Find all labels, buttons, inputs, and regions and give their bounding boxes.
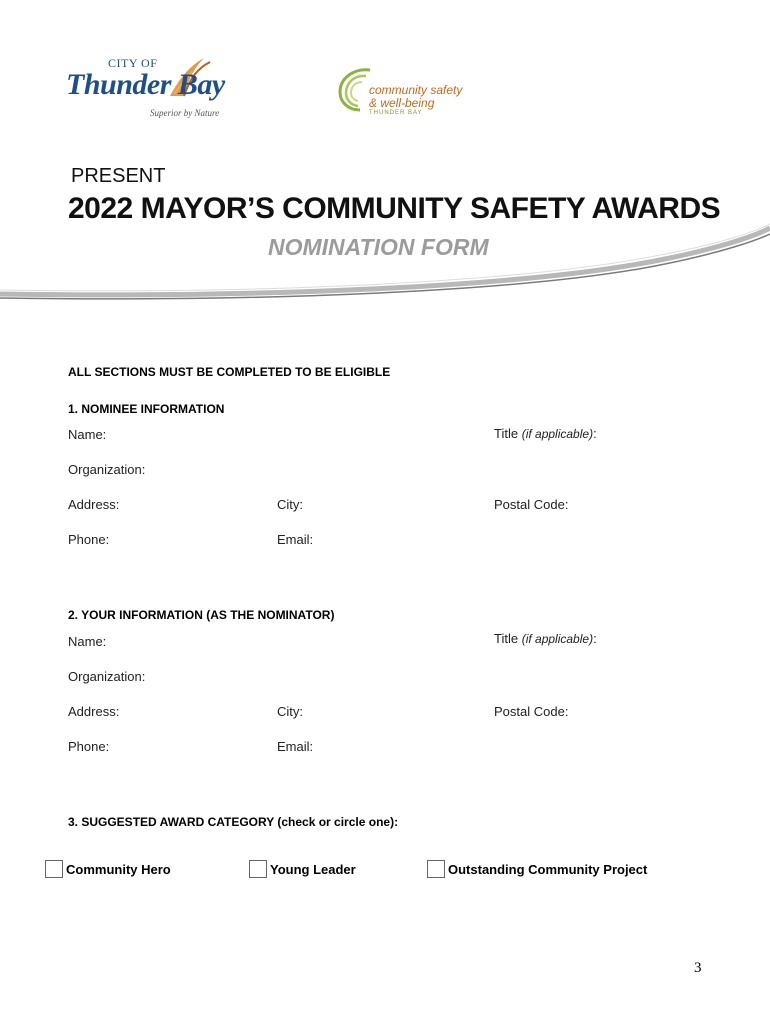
section-1-heading: 1. NOMINEE INFORMATION [68, 402, 225, 416]
page-subtitle: NOMINATION FORM [268, 234, 489, 260]
logo-city-text: CITY OF [108, 56, 158, 70]
young-leader-checkbox[interactable] [249, 860, 267, 878]
award-option-label: Young Leader [270, 861, 356, 877]
award-option-label: Community Hero [66, 861, 171, 877]
community-safety-logo [336, 66, 476, 118]
nominee-address-label: Address: [68, 497, 120, 512]
award-option-outstanding-project[interactable] [427, 860, 647, 878]
present-label: PRESENT [71, 165, 166, 187]
nominator-email-label: Email: [277, 739, 314, 754]
nominee-title-label: Title (if applicable): [494, 426, 597, 441]
nominator-organization-label: Organization: [68, 669, 146, 684]
nominee-email-label: Email: [277, 532, 314, 547]
nominator-phone-label: Phone: [68, 739, 110, 754]
page-number: 3 [694, 960, 702, 976]
nominee-city-label: City: [277, 497, 303, 512]
logo-line-3: THUNDER BAY [369, 110, 423, 116]
logo-tagline: Superior by Nature [150, 108, 220, 118]
nominee-postal-label: Postal Code: [494, 497, 569, 512]
section-3-heading: 3. SUGGESTED AWARD CATEGORY (check or circle one): [68, 815, 399, 829]
community-hero-checkbox[interactable] [45, 860, 63, 878]
outstanding-project-checkbox[interactable] [427, 860, 445, 878]
award-option-community-hero[interactable] [45, 860, 171, 878]
eligibility-notice: ALL SECTIONS MUST BE COMPLETED TO BE ELIGIBLE [68, 365, 391, 379]
award-option-young-leader[interactable] [249, 860, 356, 878]
logo-line-2: & well-being [369, 96, 435, 110]
nominator-title-label: Title (if applicable): [494, 631, 597, 646]
nominee-organization-label: Organization: [68, 462, 146, 477]
nominator-postal-label: Postal Code: [494, 704, 569, 719]
nominee-phone-label: Phone: [68, 532, 110, 547]
logo-name-text: Thunder Bay [66, 68, 225, 101]
award-option-label: Outstanding Community Project [448, 861, 648, 877]
nominator-name-label: Name: [68, 634, 107, 649]
section-2-heading: 2. YOUR INFORMATION (AS THE NOMINATOR) [68, 608, 335, 622]
header-swoosh-divider [0, 218, 770, 304]
nominator-address-label: Address: [68, 704, 120, 719]
nominator-city-label: City: [277, 704, 303, 719]
logo-line-1: community safety [369, 83, 463, 97]
thunder-bay-logo [66, 56, 248, 126]
nominee-name-label: Name: [68, 427, 107, 442]
page-title: 2022 MAYOR’S COMMUNITY SAFETY AWARDS [68, 192, 721, 225]
